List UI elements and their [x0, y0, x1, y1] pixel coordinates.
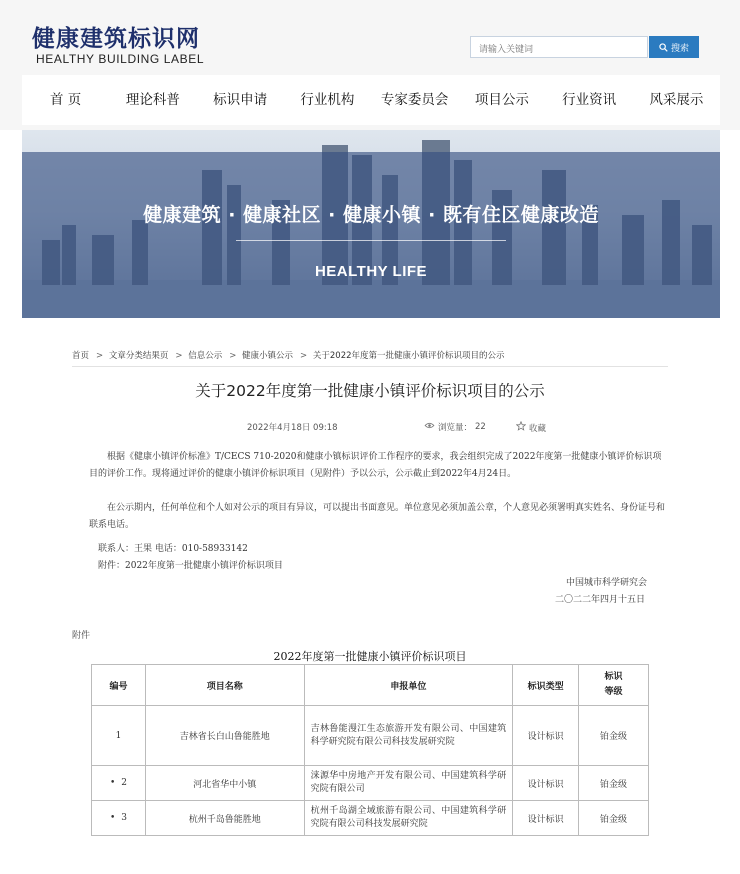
- cell-no-value: 2: [121, 778, 127, 788]
- cell-unit: 涞源华中房地产开发有限公司、中国建筑科学研究院有限公司: [304, 766, 513, 801]
- table-row: [92, 801, 649, 836]
- breadcrumb-home[interactable]: 首页: [72, 351, 90, 361]
- cell-no: 1: [92, 706, 146, 766]
- favorite-button[interactable]: [516, 421, 546, 434]
- views-label: 浏览量：: [438, 423, 473, 433]
- banner-divider: [236, 240, 506, 241]
- cell-name: 杭州千岛鲁能胜地: [145, 801, 304, 836]
- breadcrumb-divider: [72, 366, 668, 367]
- site-header: [0, 0, 740, 130]
- cell-grade: 铂金级: [579, 766, 649, 801]
- banner-overlay: [22, 152, 720, 318]
- nav-item-experts[interactable]: 专家委员会: [380, 92, 449, 108]
- banner-title: 健康建筑 · 健康社区 · 健康小镇 · 既有住区健康改造: [143, 204, 599, 226]
- cell-no: [92, 766, 146, 801]
- cell-no: [92, 801, 146, 836]
- search-icon: [659, 43, 668, 52]
- breadcrumb-town[interactable]: 健康小镇公示: [242, 351, 294, 361]
- cell-name: 吉林省长白山鲁能胜地: [145, 706, 304, 766]
- search-button[interactable]: [649, 36, 699, 58]
- breadcrumb-current: 关于2022年度第一批健康小镇评价标识项目的公示: [312, 351, 505, 361]
- cell-type: 设计标识: [513, 801, 579, 836]
- hero-banner: [22, 130, 720, 318]
- nav-item-home[interactable]: 首 页: [49, 92, 82, 108]
- chevron-right-icon: >: [229, 351, 237, 361]
- breadcrumb: [72, 349, 508, 361]
- cell-type: 设计标识: [513, 706, 579, 766]
- cell-unit: 杭州千岛湖全域旅游有限公司、中国建筑科学研究院有限公司科技发展研究院: [304, 801, 513, 836]
- table-row: [92, 766, 649, 801]
- views-count: 22: [475, 422, 486, 432]
- article-views: [424, 421, 486, 433]
- chevron-right-icon: >: [300, 351, 308, 361]
- cell-grade: 铂金级: [579, 801, 649, 836]
- search-button-label: 搜索: [670, 43, 689, 54]
- table-row: [92, 706, 649, 766]
- star-icon: [516, 421, 526, 434]
- nav-item-organizations[interactable]: 行业机构: [300, 92, 355, 108]
- nav-item-theory[interactable]: 理论科普: [125, 92, 180, 108]
- article-paragraph-2: 在公示期内，任何单位和个人如对公示的项目有异议，可以提出书面意见。单位意见必须加盖公章，个人意见必须署明真实姓名、身份证号和联系电话。: [89, 503, 666, 530]
- header-type: 标识类型: [513, 665, 579, 706]
- table-title: 2022年度第一批健康小镇评价标识项目: [273, 650, 467, 663]
- signature-date: 二〇二二年四月十五日: [555, 595, 646, 605]
- article-paragraph-1: 根据《健康小镇评价标准》T/CECS 710-2020和健康小镇标识评价工作程序的要求，我会组织完成了2022年度第一批健康小镇评价标识项目的评价工作。现将通过评价的健康小镇评价标识项目（见附件）予以公示，公示截止到2022年4月24日。: [89, 452, 662, 479]
- attachment-label: 附件: [72, 631, 91, 641]
- cell-type: 设计标识: [513, 766, 579, 801]
- contact-line: 联系人：王果 电话：010-58933142: [98, 544, 248, 554]
- breadcrumb-info[interactable]: 信息公示: [188, 351, 223, 361]
- cell-unit: 吉林鲁能漫江生态旅游开发有限公司、中国建筑科学研究院有限公司科技发展研究院: [304, 706, 513, 766]
- cell-name: 河北省华中小镇: [145, 766, 304, 801]
- header-name: 项目名称: [145, 665, 304, 706]
- site-logo-subtitle: HEALTHY BUILDING LABEL: [36, 52, 205, 66]
- banner-subtitle: HEALTHY LIFE: [314, 263, 428, 280]
- signature-organization: 中国城市科学研究会: [566, 578, 648, 588]
- header-unit: 申报单位: [304, 665, 513, 706]
- nav-item-gallery[interactable]: 风采展示: [649, 92, 704, 108]
- eye-icon: [424, 422, 435, 432]
- cell-no-value: 3: [121, 813, 127, 823]
- article-date: 2022年4月18日 09:18: [247, 423, 338, 433]
- bullet-icon: •: [109, 778, 116, 788]
- chevron-right-icon: >: [96, 351, 104, 361]
- bullet-icon: •: [109, 813, 116, 823]
- site-logo-title[interactable]: 健康建筑标识网: [32, 26, 200, 52]
- breadcrumb-category[interactable]: 文章分类结果页: [108, 351, 169, 361]
- search-box: [470, 36, 648, 58]
- nav-item-projects[interactable]: 项目公示: [474, 92, 529, 108]
- nav-item-news[interactable]: 行业资讯: [562, 92, 617, 108]
- chevron-right-icon: >: [175, 351, 183, 361]
- favorite-label: 收藏: [529, 423, 547, 434]
- attachment-line[interactable]: 附件：2022年度第一批健康小镇评价标识项目: [98, 561, 283, 571]
- project-table: [91, 664, 649, 836]
- main-nav: [22, 75, 720, 125]
- header-grade: 标识 等级: [579, 665, 649, 706]
- cell-grade: 铂金级: [579, 706, 649, 766]
- nav-item-label-apply[interactable]: 标识申请: [213, 92, 268, 108]
- header-no: 编号: [92, 665, 146, 706]
- article-title: 关于2022年度第一批健康小镇评价标识项目的公示: [195, 382, 545, 400]
- search-input[interactable]: [471, 40, 647, 60]
- table-header-row: [92, 665, 649, 706]
